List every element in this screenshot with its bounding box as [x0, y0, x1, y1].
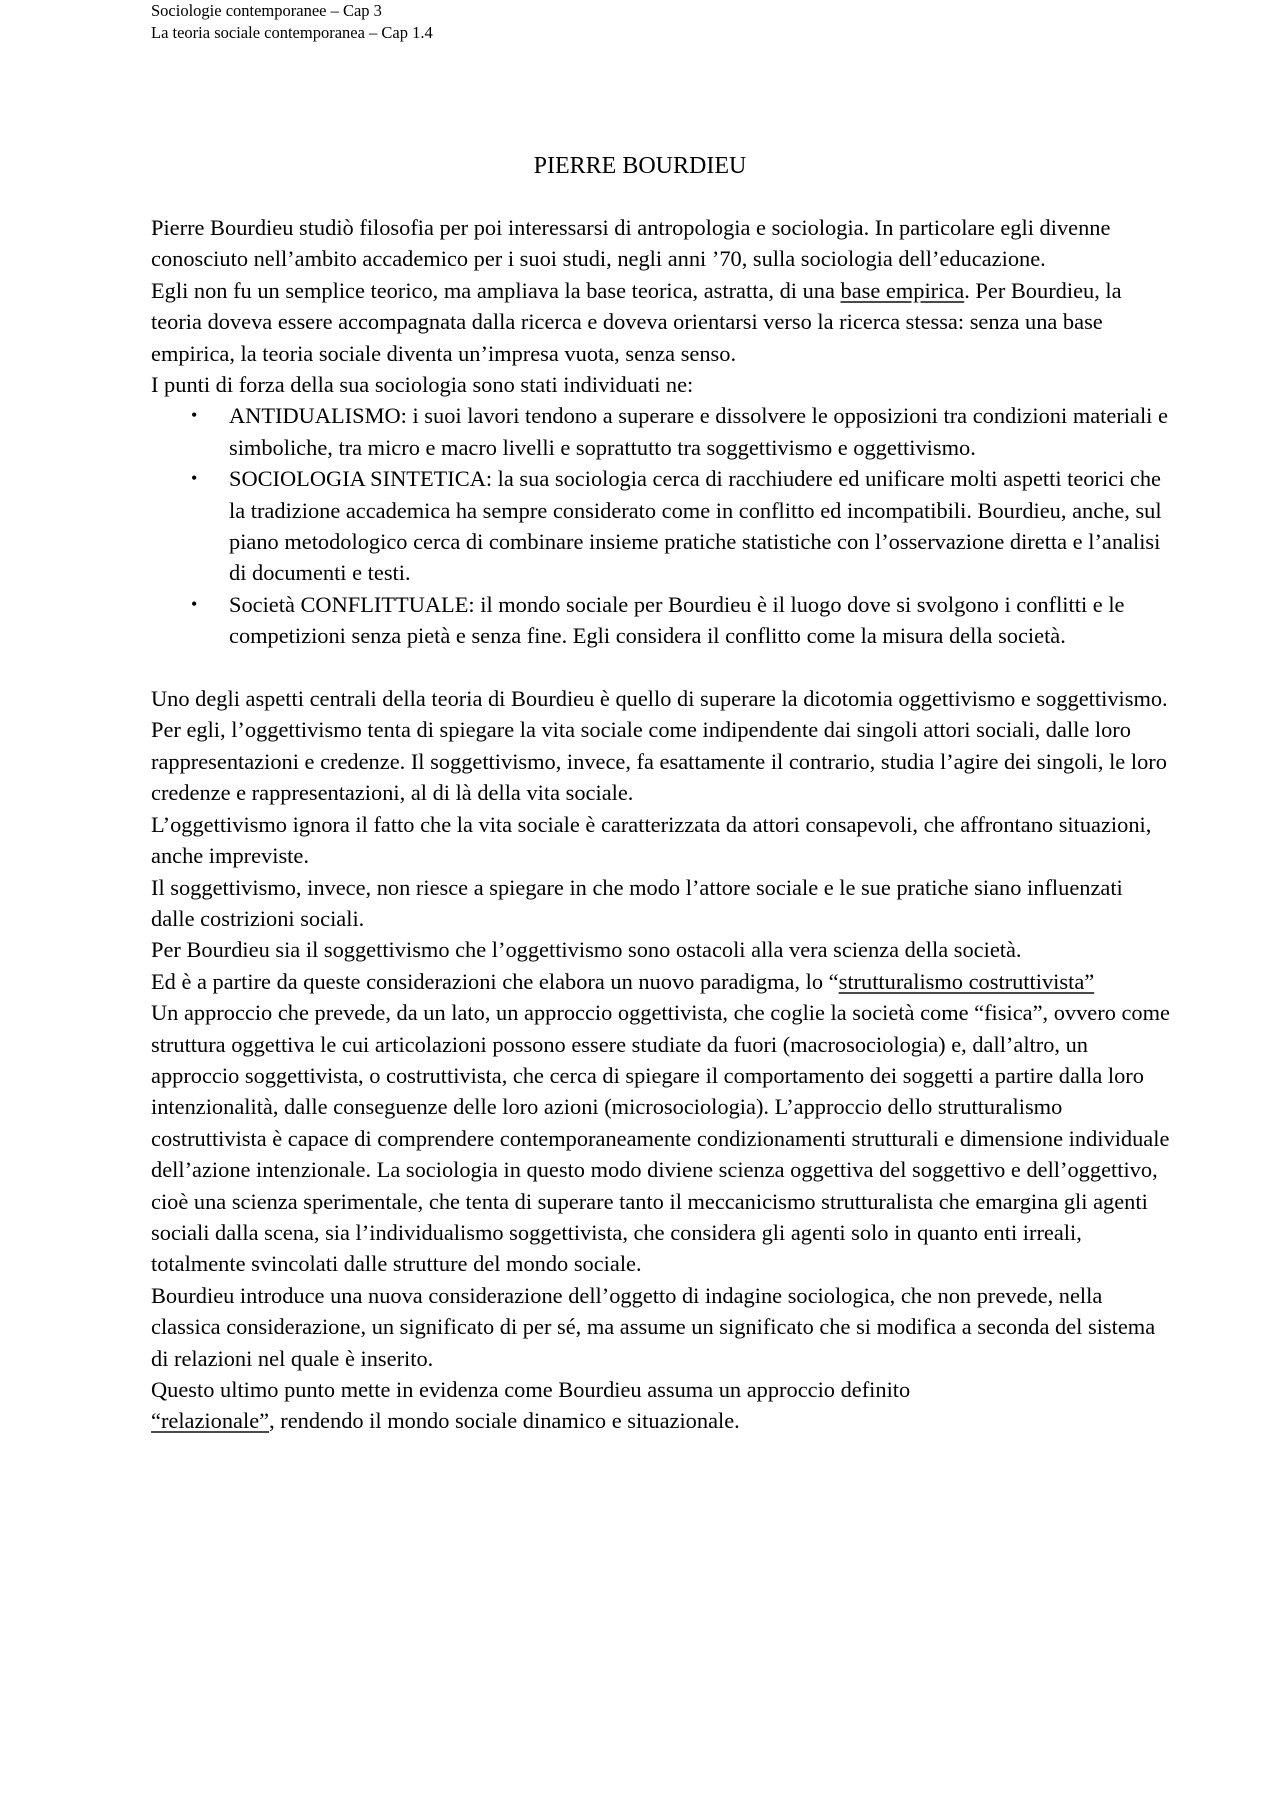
approach-paragraph: Un approccio che prevede, da un lato, un approccio oggettivista, che coglie la società come “fisica”, ovvero come struttura oggettiva le cui articolazioni possono essere studiate da fuori (macrosociologia) e, dall’altro, un approccio soggettivista, o costruttivista, che cerca di spiegare il comportamento dei soggetti a partire dalla loro intenzionalità, dalle conseguenze delle loro azioni (microsociologia). L’approccio dello strutturalismo costruttivista è capace di comprendere contemporaneamente condizionamenti strutturali e dimensione individuale dell’azione intenzionale. La sociologia in questo modo diviene scienza oggettiva del soggettivo e dell’oggettivo, cioè una scienza sperimentale, che tenta di superare tanto il meccanicismo strutturalista che emargina gli agenti sociali dalla scena, sia l’individualismo soggettivista, che considera gli agenti solo in quanto enti irreali, totalmente svincolati dalle strutture del mondo sociale.	[151, 1000, 1170, 1277]
bullet-text-conflittuale: Società CONFLITTUALE: il mondo sociale per Bourdieu è il luogo dove si svolgono i conflitti e le competizioni senza pietà e senza fine. Egli considera il conflitto come la misura della società.	[229, 591, 1125, 649]
list-item	[151, 400, 1171, 463]
header-course-line: Sociologie contemporanee – Cap 3	[151, 1, 382, 20]
relational-text-after: , rendendo il mondo sociale dinamico e situazionale.	[269, 1408, 740, 1434]
document-body	[151, 212, 1171, 1437]
page-title: PIERRE BOURDIEU	[533, 153, 747, 179]
intro-paragraph: Pierre Bourdieu studiò filosofia per poi interessarsi di antropologia e sociologia. In particolare egli divenne conosciuto nell’ambito accademico per i suoi studi, negli anni ’70, sulla sociologia dell’educazione.	[151, 215, 1111, 272]
paradigm-paragraph	[151, 966, 1171, 997]
bullet-text-antidualismo: ANTIDUALISMO: i suoi lavori tendono a superare e dissolvere le opposizioni tra condizioni materiali e simboliche, tra micro e macro livelli e soprattutto tra soggettivismo e oggettivismo.	[229, 403, 1168, 460]
empirical-base-paragraph	[151, 275, 1171, 369]
relational-underlined: “relazionale”	[151, 1408, 270, 1434]
objectivism-paragraph: L’oggettivismo ignora il fatto che la vita sociale è caratterizzata da attori consapevoli, che affrontano situazioni, anche impreviste.	[151, 811, 1152, 869]
bullet-icon: •	[191, 593, 198, 614]
strengths-list	[151, 400, 1171, 651]
relational-paragraph	[151, 1374, 1171, 1437]
paradigm-text-before: Ed è a partire da queste considerazioni che elabora un nuovo paradigma, lo “	[151, 968, 839, 994]
empirical-text-before: Egli non fu un semplice teorico, ma ampliava la base teorica, astratta, di una	[151, 277, 841, 303]
bullet-icon: •	[191, 405, 198, 426]
list-item	[151, 589, 1171, 652]
strengths-intro-paragraph: I punti di forza della sua sociologia sono stati individuati ne:	[151, 372, 694, 398]
relational-line1: Questo ultimo punto mette in evidenza come Bourdieu assuma un approccio definito	[151, 1377, 911, 1403]
empirical-base-underlined: base empirica	[840, 277, 965, 303]
page-header	[151, 0, 433, 44]
paradigm-underlined: strutturalismo costruttivista”	[838, 968, 1095, 994]
empirical-text-after: . Per Bourdieu, la teoria doveva essere accompagnata dalla ricerca e doveva orientarsi verso la ricerca stessa: senza una base empirica, la teoria sociale diventa un’impresa vuota, senza senso.	[151, 277, 1122, 366]
obstacles-paragraph: Per Bourdieu sia il soggettivismo che l’oggettivismo sono ostacoli alla vera scienza della società.	[151, 937, 1022, 963]
header-chapter-line: La teoria sociale contemporanea – Cap 1.4	[151, 23, 433, 42]
paragraph-spacer	[151, 652, 1171, 683]
bullet-icon: •	[191, 468, 198, 489]
dichotomy-paragraph: Uno degli aspetti centrali della teoria di Bourdieu è quello di superare la dicotomia oggettivismo e soggettivismo. Per egli, l’oggettivismo tenta di spiegare la vita sociale come indipendente dai singoli attori sociali, dalle loro rappresentazioni e credenze. Il soggettivismo, invece, fa esattamente il contrario, studia l’agire dei singoli, le loro credenze e rappresentazioni, al di là della vita sociale.	[151, 686, 1168, 806]
subjectivism-paragraph: Il soggettivismo, invece, non riesce a spiegare in che modo l’attore sociale e le sue pratiche siano influenzati dalle costrizioni sociali.	[151, 874, 1123, 931]
bullet-text-sociologia-sintetica: SOCIOLOGIA SINTETICA: la sua sociologia cerca di racchiudere ed unificare molti aspetti teorici che la tradizione accademica ha sempre considerato come in conflitto ed incompatibili. Bourdieu, anche, sul piano metodologico cerca di combinare insieme pratiche statistiche con l’osservazione diretta e l’analisi di documenti e testi.	[229, 466, 1162, 586]
object-paragraph: Bourdieu introduce una nuova considerazione dell’oggetto di indagine sociologica, che non prevede, nella classica considerazione, un significato di per sé, ma assume un significato che si modifica a seconda del sistema di relazioni nel quale è inserito.	[151, 1282, 1156, 1371]
list-item	[151, 463, 1171, 589]
